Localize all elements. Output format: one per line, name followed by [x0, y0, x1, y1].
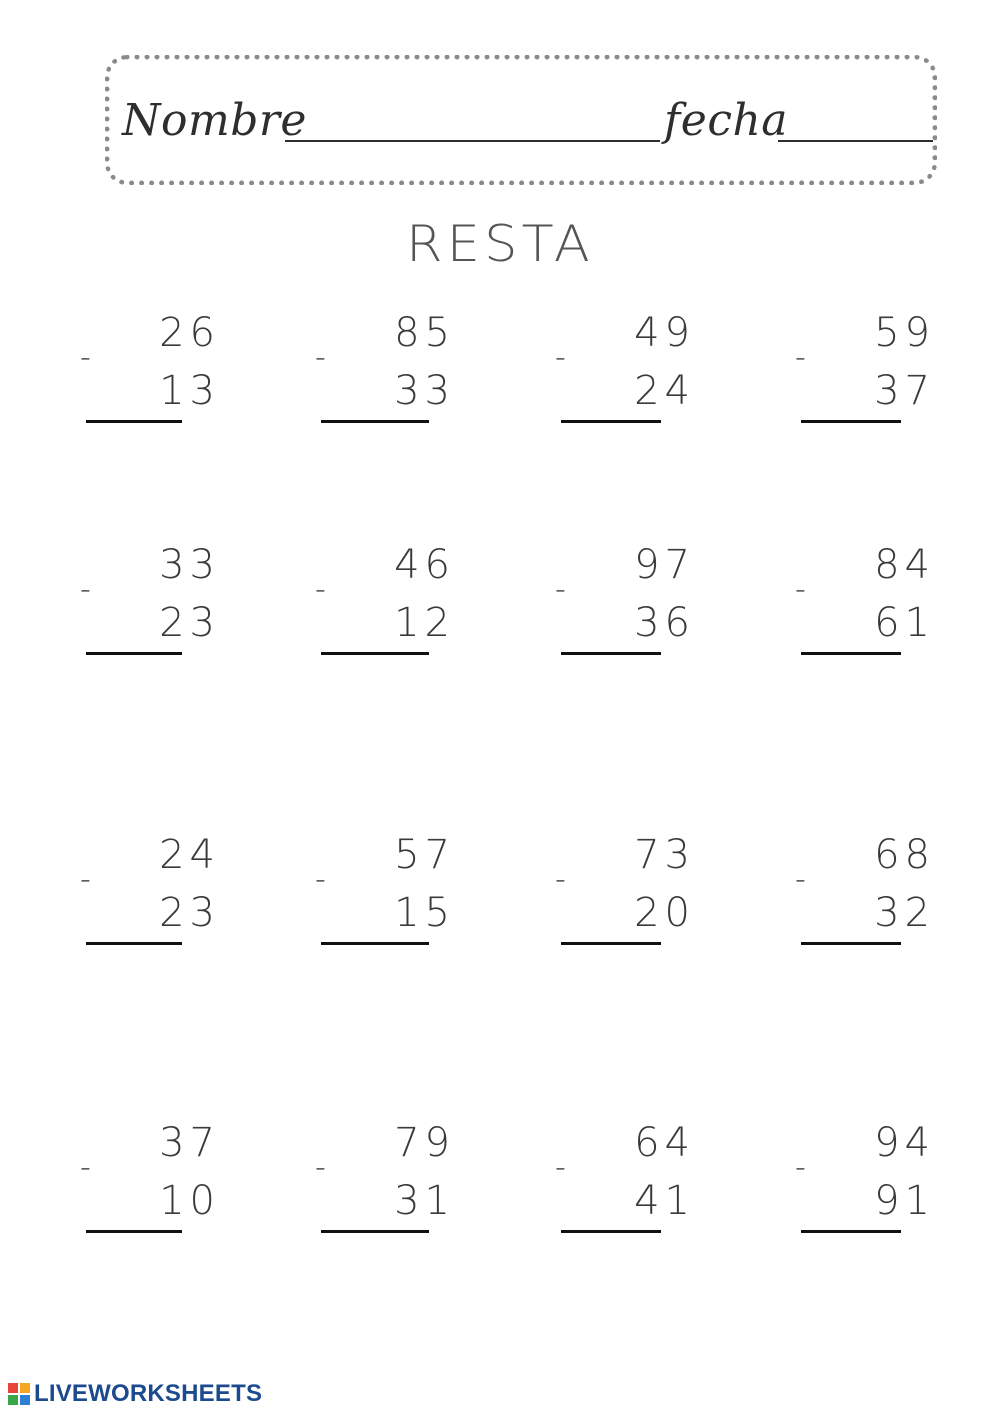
subtrahend: 23	[159, 600, 220, 646]
answer-line[interactable]	[801, 1230, 901, 1233]
minus-sign: -	[315, 572, 326, 607]
minus-sign: -	[555, 1150, 566, 1185]
subtrahend: 36	[634, 600, 695, 646]
minus-sign: -	[80, 862, 91, 897]
subtrahend: 15	[394, 890, 455, 936]
answer-line[interactable]	[86, 1230, 182, 1233]
answer-line[interactable]	[801, 942, 901, 945]
answer-line[interactable]	[86, 942, 182, 945]
subtraction-problem	[555, 832, 695, 962]
name-label: Nombre	[122, 95, 307, 146]
answer-line[interactable]	[86, 420, 182, 423]
name-field-line[interactable]	[285, 140, 660, 142]
logo-square	[8, 1395, 18, 1405]
subtraction-problem	[315, 832, 455, 962]
minuend: 57	[394, 832, 455, 878]
subtrahend: 41	[634, 1178, 695, 1224]
subtrahend: 91	[874, 1178, 935, 1224]
minuend: 73	[634, 832, 695, 878]
answer-line[interactable]	[561, 942, 661, 945]
subtrahend: 20	[634, 890, 695, 936]
subtraction-problem	[80, 310, 220, 440]
answer-line[interactable]	[321, 652, 429, 655]
subtrahend: 13	[159, 368, 220, 414]
minuend: 37	[159, 1120, 220, 1166]
answer-line[interactable]	[561, 420, 661, 423]
answer-line[interactable]	[321, 1230, 429, 1233]
subtrahend: 23	[159, 890, 220, 936]
answer-line[interactable]	[561, 652, 661, 655]
subtraction-problem	[795, 1120, 935, 1250]
minuend: 24	[159, 832, 220, 878]
subtraction-problem	[315, 1120, 455, 1250]
minuend: 33	[159, 542, 220, 588]
minus-sign: -	[555, 862, 566, 897]
subtrahend: 24	[634, 368, 695, 414]
minus-sign: -	[80, 572, 91, 607]
minuend: 94	[874, 1120, 935, 1166]
minuend: 49	[634, 310, 695, 356]
minuend: 97	[634, 542, 695, 588]
subtraction-problem	[80, 1120, 220, 1250]
minus-sign: -	[315, 1150, 326, 1185]
minuend: 68	[874, 832, 935, 878]
logo-square	[20, 1383, 30, 1393]
subtrahend: 12	[394, 600, 455, 646]
subtrahend: 61	[874, 600, 935, 646]
answer-line[interactable]	[86, 652, 182, 655]
subtraction-problem	[555, 1120, 695, 1250]
subtraction-problem	[795, 310, 935, 440]
minus-sign: -	[555, 340, 566, 375]
subtraction-problem	[315, 310, 455, 440]
subtrahend: 10	[159, 1178, 220, 1224]
subtrahend: 32	[874, 890, 935, 936]
subtraction-problem	[795, 542, 935, 672]
answer-line[interactable]	[801, 420, 901, 423]
minuend: 64	[634, 1120, 695, 1166]
minus-sign: -	[315, 862, 326, 897]
minuend: 59	[874, 310, 935, 356]
minus-sign: -	[315, 340, 326, 375]
subtraction-problem	[555, 542, 695, 672]
answer-line[interactable]	[561, 1230, 661, 1233]
minus-sign: -	[795, 1150, 806, 1185]
minus-sign: -	[555, 572, 566, 607]
brand-text: LIVEWORKSHEETS	[34, 1380, 263, 1407]
subtraction-problem	[315, 542, 455, 672]
date-field-line[interactable]	[778, 140, 933, 142]
minuend: 84	[874, 542, 935, 588]
minus-sign: -	[795, 572, 806, 607]
answer-line[interactable]	[321, 420, 429, 423]
page-title: RESTA	[406, 215, 594, 273]
subtraction-problem	[80, 832, 220, 962]
answer-line[interactable]	[321, 942, 429, 945]
subtraction-problem	[80, 542, 220, 672]
minus-sign: -	[795, 862, 806, 897]
minus-sign: -	[795, 340, 806, 375]
minuend: 46	[394, 542, 455, 588]
footer-brand	[8, 1380, 262, 1408]
minuend: 85	[394, 310, 455, 356]
date-label: fecha	[664, 95, 789, 146]
subtraction-problem	[795, 832, 935, 962]
subtrahend: 37	[874, 368, 935, 414]
answer-line[interactable]	[801, 652, 901, 655]
minus-sign: -	[80, 340, 91, 375]
logo-square	[20, 1395, 30, 1405]
minus-sign: -	[80, 1150, 91, 1185]
liveworksheets-logo-icon	[8, 1383, 30, 1405]
minuend: 26	[159, 310, 220, 356]
subtraction-problem	[555, 310, 695, 440]
subtrahend: 31	[394, 1178, 455, 1224]
logo-square	[8, 1383, 18, 1393]
subtrahend: 33	[394, 368, 455, 414]
minuend: 79	[394, 1120, 455, 1166]
